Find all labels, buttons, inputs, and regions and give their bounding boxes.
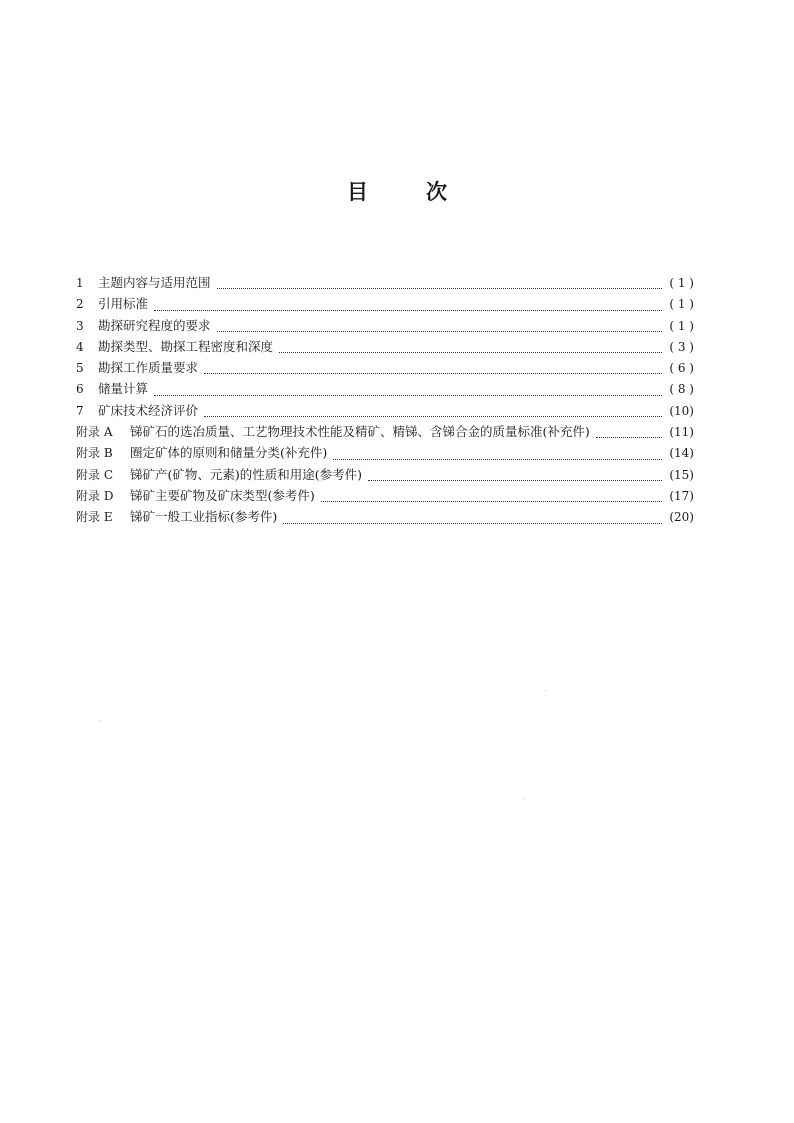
toc-number: 4	[76, 339, 84, 354]
toc-page-number: ( 1 )	[669, 276, 694, 290]
toc-page-number: (20)	[669, 510, 694, 525]
toc-leader-dots	[204, 373, 662, 374]
toc-page-number: (14)	[669, 446, 694, 461]
toc-title: 引用标准	[98, 296, 149, 312]
toc-entry-6[interactable]	[76, 378, 694, 399]
toc-title: 锑矿产(矿物、元素)的性质和用途(参考件)	[130, 466, 363, 482]
toc-number: 附录 E	[76, 510, 113, 525]
toc-title: 锑矿石的选冶质量、工艺物理技术性能及精矿、精锑、含锑合金的质量标准(补充件)	[130, 424, 590, 440]
toc-number: 7	[76, 403, 84, 418]
toc-number: 1	[76, 276, 84, 290]
toc-leader-dots	[217, 288, 662, 289]
title-char-2: 次	[426, 180, 447, 204]
page-title	[0, 176, 794, 206]
toc-entry-appendix-d[interactable]	[76, 485, 694, 506]
toc-leader-dots	[154, 310, 662, 311]
toc-leader-dots	[321, 501, 662, 502]
toc-entry-appendix-b[interactable]	[76, 442, 694, 463]
toc-title: 勘探研究程度的要求	[98, 317, 211, 333]
scan-speck	[545, 690, 546, 691]
toc-title: 矿床技术经济评价	[98, 402, 199, 418]
toc-leader-dots	[204, 416, 662, 417]
toc-entry-appendix-c[interactable]	[76, 464, 694, 485]
toc-leader-dots	[279, 352, 662, 353]
toc-page-number: (10)	[669, 403, 694, 418]
toc-number: 2	[76, 297, 84, 312]
toc-page-number: (11)	[669, 425, 694, 440]
toc-leader-dots	[368, 480, 662, 481]
toc-title: 勘探类型、勘探工程密度和深度	[98, 338, 274, 354]
toc-number: 3	[76, 318, 84, 333]
toc-page-number: ( 6 )	[669, 361, 694, 376]
toc-entry-4[interactable]	[76, 336, 694, 357]
toc-title: 圈定矿体的原则和储量分类(补充件)	[130, 445, 328, 461]
toc-number: 附录 C	[76, 467, 113, 482]
toc-page-number: ( 8 )	[669, 382, 694, 397]
toc-leader-dots	[596, 437, 662, 438]
toc-number: 附录 A	[76, 425, 113, 440]
toc-page-number: ( 3 )	[669, 339, 694, 354]
toc-title: 主题内容与适用范围	[98, 275, 211, 290]
toc-number: 6	[76, 382, 84, 397]
toc-entry-2[interactable]	[76, 293, 694, 314]
toc-title: 锑矿主要矿物及矿床类型(参考件)	[130, 487, 315, 503]
table-of-contents	[76, 272, 694, 528]
toc-leader-dots	[217, 331, 662, 332]
toc-page-number: (15)	[669, 467, 694, 482]
toc-number: 附录 D	[76, 488, 114, 503]
toc-leader-dots	[333, 459, 662, 460]
toc-page-number: ( 1 )	[669, 318, 694, 333]
toc-page-number: ( 1 )	[669, 297, 694, 312]
toc-title: 锑矿一般工业指标(参考件)	[130, 509, 278, 525]
toc-leader-dots	[283, 523, 662, 524]
toc-entry-5[interactable]	[76, 357, 694, 378]
toc-title: 储量计算	[98, 381, 149, 397]
toc-entry-3[interactable]	[76, 315, 694, 336]
toc-title: 勘探工作质量要求	[98, 360, 199, 376]
toc-entry-1[interactable]	[76, 272, 694, 293]
toc-entry-appendix-a[interactable]	[76, 421, 694, 442]
toc-page-number: (17)	[669, 488, 694, 503]
toc-leader-dots	[154, 395, 662, 396]
toc-number: 5	[76, 361, 84, 376]
title-char-1: 目	[347, 180, 368, 204]
toc-entry-7[interactable]	[76, 400, 694, 421]
toc-number: 附录 B	[76, 446, 113, 461]
scan-speck	[523, 798, 524, 799]
scan-speck	[100, 720, 101, 721]
toc-entry-appendix-e[interactable]	[76, 506, 694, 527]
